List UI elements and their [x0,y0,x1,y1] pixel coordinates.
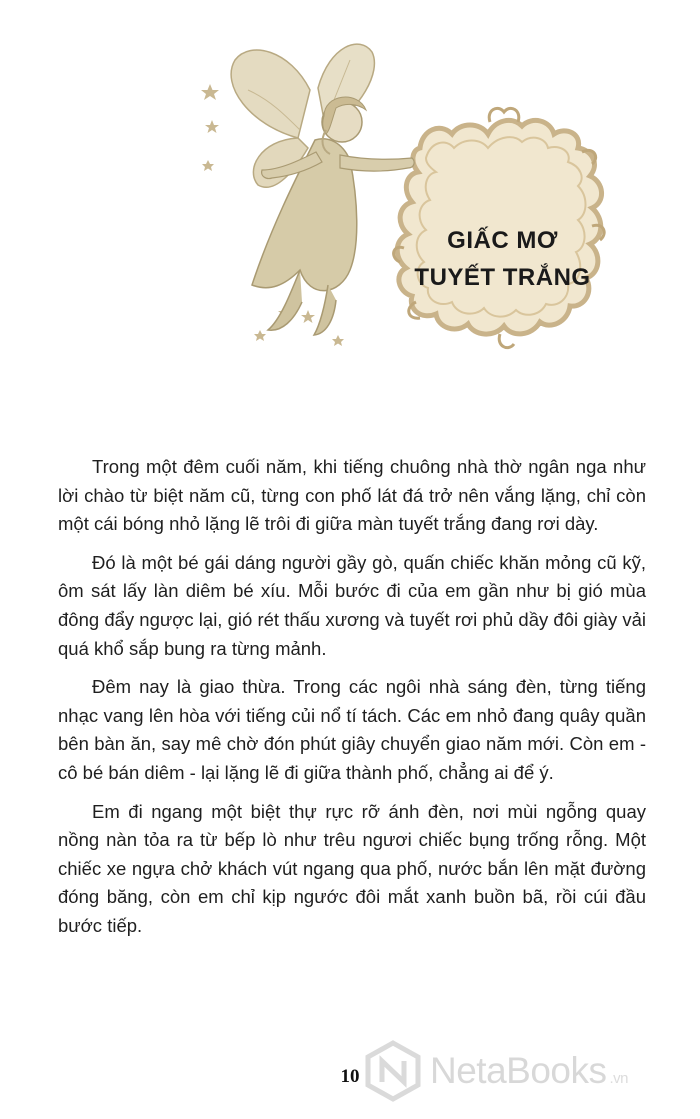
netabooks-logo-icon [362,1040,424,1102]
story-text [58,453,646,951]
netabooks-watermark [362,1040,692,1102]
watermark-brand: NetaBooks .vn [430,1050,629,1091]
story-paragraph-2: Đó là một bé gái dáng người gầy gò, quấn chiếc khăn mỏng cũ kỹ, ôm sát lấy làn diêm bé xíu. Mỗi bước đi của em gần như bị gió mùa đông đẩy ngược lại, gió rét thấu xương và tuyết rơi phủ dầy đôi giày vải quá khổ sắp bung ra từng mảnh. [58,551,646,659]
star-icon [301,310,315,323]
star-icon [205,120,219,133]
story-paragraph-4: Em đi ngang một biệt thự rực rỡ ánh đèn, nơi mùi ngỗng quay nồng nàn tỏa ra từ bếp lò như trêu ngươi chiếc bụng trống rỗng. Một chiếc xe ngựa chở khách vút ngang qua phố, nước bắn lên mặt đường đóng băng, còn em chỉ kịp ngước đôi mắt xanh buồn bã, rồi cúi đầu bước tiếp. [58,800,646,936]
page-number: 10 [340,1066,360,1087]
fairy-illustration [231,44,414,335]
chapter-illustration [190,30,620,400]
star-icon [332,335,344,346]
story-paragraph-1: Trong một đêm cuối năm, khi tiếng chuông nhà thờ ngân nga như lời chào từ biệt năm cũ, từng con phố lát đá trở nên vắng lặng, chỉ còn một cái bóng nhỏ lặng lẽ trôi đi giữa màn tuyết trắng đang rơi dày. [58,456,646,535]
chapter-title-line-2: TUYẾT TRẮNG [414,264,591,291]
star-icon [254,330,266,341]
watermark-tld: .vn [609,1070,629,1087]
star-icon [201,84,219,100]
story-paragraph-3: Đêm nay là giao thừa. Trong các ngôi nhà sáng đèn, từng tiếng nhạc vang lên hòa với tiếng củi nổ tí tách. Các em nhỏ đang quây quần bên bàn ăn, say mê chờ đón phút giây chuyển giao năm mới. Còn em - cô bé bán diêm - lại lặng lẽ đi giữa thành phố, chẳng ai để ý. [58,676,646,783]
star-icon [202,160,214,171]
chapter-title-line-1: GIẤC MƠ [447,227,558,254]
chapter-title [395,222,610,296]
